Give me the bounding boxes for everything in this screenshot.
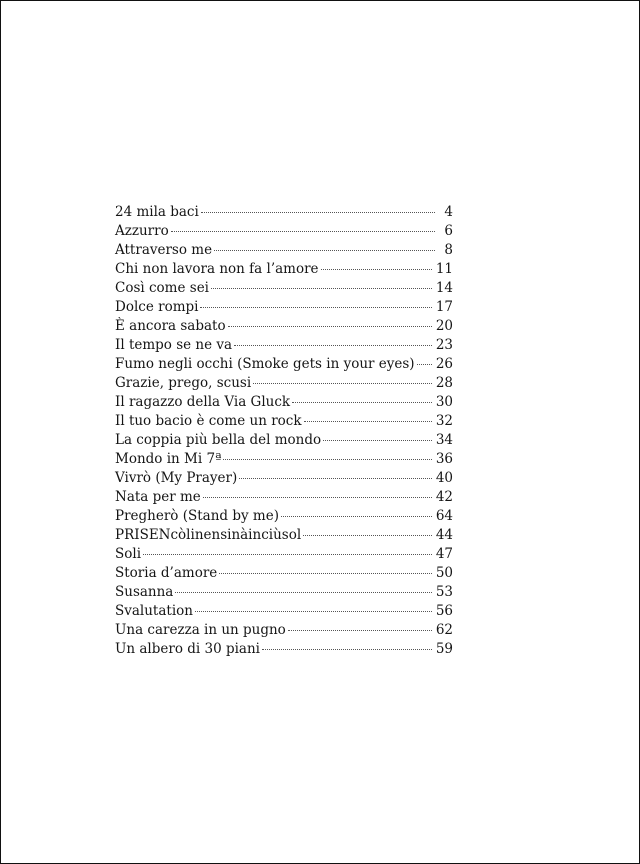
toc-entry-page-number: 42 xyxy=(435,489,453,505)
toc-entry xyxy=(115,545,453,564)
dot-leader xyxy=(262,649,432,650)
toc-entry-page-number: 6 xyxy=(444,223,453,239)
toc-entry xyxy=(115,393,453,412)
toc-entry-page-number: 44 xyxy=(435,527,453,543)
toc-entry-page-number: 14 xyxy=(435,280,453,296)
toc-entry xyxy=(115,241,453,260)
dot-leader xyxy=(288,630,432,631)
dot-leader xyxy=(203,497,432,498)
toc-entry-title: Svalutation xyxy=(115,603,193,619)
toc-entry xyxy=(115,317,453,336)
toc-entry-page-number: 64 xyxy=(435,508,453,524)
toc-entry xyxy=(115,602,453,621)
toc-entry-title: Il ragazzo della Via Gluck xyxy=(115,394,291,410)
toc-entry-title: Storia d’amore xyxy=(115,565,218,581)
toc-entry xyxy=(115,583,453,602)
dot-leader xyxy=(219,573,432,574)
toc-entry-title: Azzurro xyxy=(115,223,169,239)
toc-entry-page-number: 62 xyxy=(435,622,453,638)
dot-leader xyxy=(211,288,432,289)
dot-leader xyxy=(171,231,435,232)
toc-entry-title: Il tuo bacio è come un rock xyxy=(115,413,302,429)
toc-entry-title: Soli xyxy=(115,546,142,562)
toc-entry-page-number: 17 xyxy=(435,299,453,315)
dot-leader xyxy=(201,212,435,213)
toc-entry xyxy=(115,203,453,222)
toc-entry-page-number: 26 xyxy=(435,356,453,372)
toc-entry-page-number: 28 xyxy=(435,375,453,391)
toc-entry-page-number: 56 xyxy=(435,603,453,619)
dot-leader xyxy=(323,440,432,441)
toc-entry-page-number: 47 xyxy=(435,546,453,562)
toc-entry-title: Grazie, prego, scusi xyxy=(115,375,252,391)
toc-entry-page-number: 4 xyxy=(444,204,453,220)
dot-leader xyxy=(253,383,432,384)
toc-entry xyxy=(115,355,453,374)
dot-leader xyxy=(195,611,432,612)
toc-entry xyxy=(115,431,453,450)
dot-leader xyxy=(292,402,432,403)
toc-entry-page-number: 23 xyxy=(435,337,453,353)
dot-leader xyxy=(321,269,432,270)
toc-entry xyxy=(115,450,453,469)
dot-leader xyxy=(175,592,431,593)
toc-entry-page-number: 40 xyxy=(435,470,453,486)
dot-leader xyxy=(239,478,432,479)
dot-leader xyxy=(200,307,431,308)
toc-entry-title: Attraverso me xyxy=(115,242,213,258)
toc-entry-title: Susanna xyxy=(115,584,174,600)
toc-entry-page-number: 20 xyxy=(435,318,453,334)
dot-leader xyxy=(228,326,432,327)
toc-entry-title: Vivrò (My Prayer) xyxy=(115,470,238,486)
toc-entry-title: Pregherò (Stand by me) xyxy=(115,508,279,524)
toc-entry xyxy=(115,640,453,659)
toc-entry-page-number: 59 xyxy=(435,641,453,657)
toc-entry xyxy=(115,488,453,507)
toc-entry-title: Chi non lavora non fa l’amore xyxy=(115,261,319,277)
toc-entry xyxy=(115,507,453,526)
toc-entry-title: La coppia più bella del mondo xyxy=(115,432,322,448)
toc-entry xyxy=(115,298,453,317)
toc-entry-page-number: 50 xyxy=(435,565,453,581)
toc-entry xyxy=(115,279,453,298)
toc-entry xyxy=(115,564,453,583)
toc-entry xyxy=(115,621,453,640)
dot-leader xyxy=(304,421,432,422)
toc-entry xyxy=(115,222,453,241)
toc-entry-title: È ancora sabato xyxy=(115,318,226,334)
toc-entry-page-number: 11 xyxy=(435,261,453,277)
toc-entry-title: Una carezza in un pugno xyxy=(115,622,286,638)
dot-leader xyxy=(281,516,432,517)
toc-entry-title: PRISENcòlinensinàinciùsol xyxy=(115,527,302,543)
toc-entry xyxy=(115,260,453,279)
toc-entry xyxy=(115,469,453,488)
toc-entry-page-number: 32 xyxy=(435,413,453,429)
dot-leader xyxy=(234,345,432,346)
toc-entry-title: Il tempo se ne va xyxy=(115,337,233,353)
toc-entry-title: 24 mila baci xyxy=(115,204,199,220)
toc-entry xyxy=(115,374,453,393)
toc-entry-title: Mondo in Mi 7ª xyxy=(115,451,222,467)
dot-leader xyxy=(214,250,435,251)
toc-entry-title: Dolce rompi xyxy=(115,299,199,315)
table-of-contents xyxy=(115,203,453,659)
toc-entry xyxy=(115,526,453,545)
toc-entry-page-number: 30 xyxy=(435,394,453,410)
dot-leader xyxy=(223,459,431,460)
dot-leader xyxy=(143,554,432,555)
toc-entry xyxy=(115,412,453,431)
toc-entry-page-number: 34 xyxy=(435,432,453,448)
toc-entry-title: Fumo negli occhi (Smoke gets in your eyes) xyxy=(115,356,415,372)
toc-entry-page-number: 8 xyxy=(444,242,453,258)
toc-entry-page-number: 36 xyxy=(435,451,453,467)
dot-leader xyxy=(417,364,432,365)
toc-entry xyxy=(115,336,453,355)
toc-entry-title: Un albero di 30 piani xyxy=(115,641,260,657)
toc-entry-title: Così come sei xyxy=(115,280,209,296)
dot-leader xyxy=(303,535,432,536)
toc-entry-page-number: 53 xyxy=(435,584,453,600)
toc-entry-title: Nata per me xyxy=(115,489,201,505)
